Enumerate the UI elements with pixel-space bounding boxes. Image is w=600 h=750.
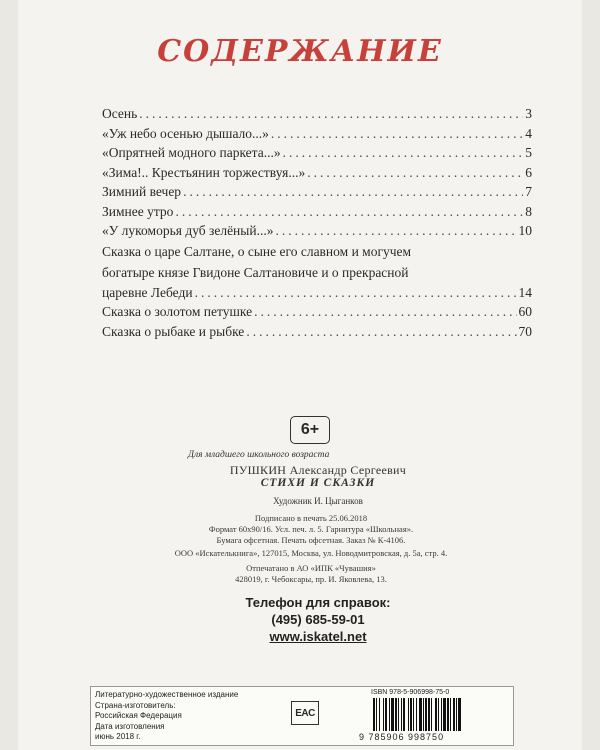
toc-entry [102,302,532,322]
imprint-printer-address: 428019, г. Чебоксары, пр. И. Яковлева, 13. [235,574,387,584]
imprint-author: ПУШКИН Александр Сергеевич [229,463,407,477]
toc-entry-label: царевне Лебеди [102,284,193,300]
toc-entry-label: «Уж небо осенью дышало...» [102,125,269,141]
toc-entry [102,104,532,124]
toc-entry [102,124,532,144]
toc-entry-label: «У лукоморья дуб зелёный...» [102,223,274,238]
toc-entry-label: Осень [102,106,138,121]
imprint-publisher: ООО «Искателькнига», 127015, Москва, ул. Новодмитровская, д. 5а, стр. 4. [174,548,448,558]
imprint-printed: Отпечатано в АО «ИПК «Чувашия» [246,563,376,573]
toc-entry-label: «Зима!.. Крестьянин торжествуя...» [102,164,306,180]
imprint-format: Формат 60х90/16. Усл. печ. л. 5. Гарнитура «Школьная». [208,524,414,534]
toc-entry [102,322,532,342]
isbn-text: ISBN 978-5-906998-75-0 [371,689,450,696]
barcode-number: 9 785906 998750 [359,732,445,742]
toc-entry [102,143,532,163]
age-rating-badge: 6+ [290,416,330,444]
toc-entry-label: Сказка о рыбаке и рыбке [102,323,245,339]
toc-entry [102,283,532,303]
toc-entry-page: 7 [525,184,532,199]
contacts-website: www.iskatel.net [269,629,367,644]
toc-entry-page: 4 [525,125,532,141]
toc-entry-page: 8 [525,203,532,219]
toc-entry-label: Зимний вечер [102,184,182,199]
sticker-line: Дата изготовления [95,721,165,731]
product-sticker [90,686,514,746]
table-of-contents [102,104,532,341]
page-title: СОДЕРЖАНИЕ [157,34,443,69]
imprint-signed: Подписано в печать 25.06.2018 [254,513,368,523]
sticker-line: июнь 2018 г. [95,732,141,742]
toc-entry-label: Зимнее утро [102,203,174,219]
sticker-info [95,690,238,743]
imprint-book-title: СТИХИ И СКАЗКИ [260,477,376,489]
toc-entry-long [102,241,532,303]
toc-entry [102,182,532,202]
sticker-line: Страна-изготовитель: [95,700,176,710]
contacts-label: Телефон для справок: [245,595,391,610]
contacts-block [218,594,418,645]
barcode-icon [373,698,493,731]
toc-entry [102,202,532,222]
toc-entry-label-line: Сказка о царе Салтане, о сыне его славном и могучем [102,243,412,259]
sticker-line: Российская Федерация [95,711,182,721]
toc-entry-label: Сказка о золотом петушке [102,304,253,319]
toc-entry [102,221,532,241]
imprint-paper: Бумага офсетная. Печать офсетная. Заказ № К-4106. [216,535,406,545]
toc-entry-page: 5 [525,145,532,160]
contacts-phone: (495) 685-59-01 [271,612,365,627]
sticker-line: Литературно-художественное издание [95,690,239,699]
toc-entry-page: 3 [525,106,532,121]
toc-entry [102,163,532,183]
toc-entry-page: 6 [525,164,532,180]
toc-entry-label-line: богатыре князе Гвидоне Салтановиче и о прекрасной [102,264,409,280]
toc-entry-page: 60 [518,304,532,319]
eac-mark-icon: EAC [291,701,319,725]
toc-entry-label: «Опрятней модного паркета...» [102,145,281,160]
book-page [18,0,582,750]
toc-entry-page: 10 [518,223,532,238]
imprint-artist: Художник И. Цыганков [273,496,363,506]
imprint-audience: Для младшего школьного возраста [188,450,330,460]
toc-entry-page: 14 [518,284,532,300]
toc-entry-page: 70 [518,323,532,339]
